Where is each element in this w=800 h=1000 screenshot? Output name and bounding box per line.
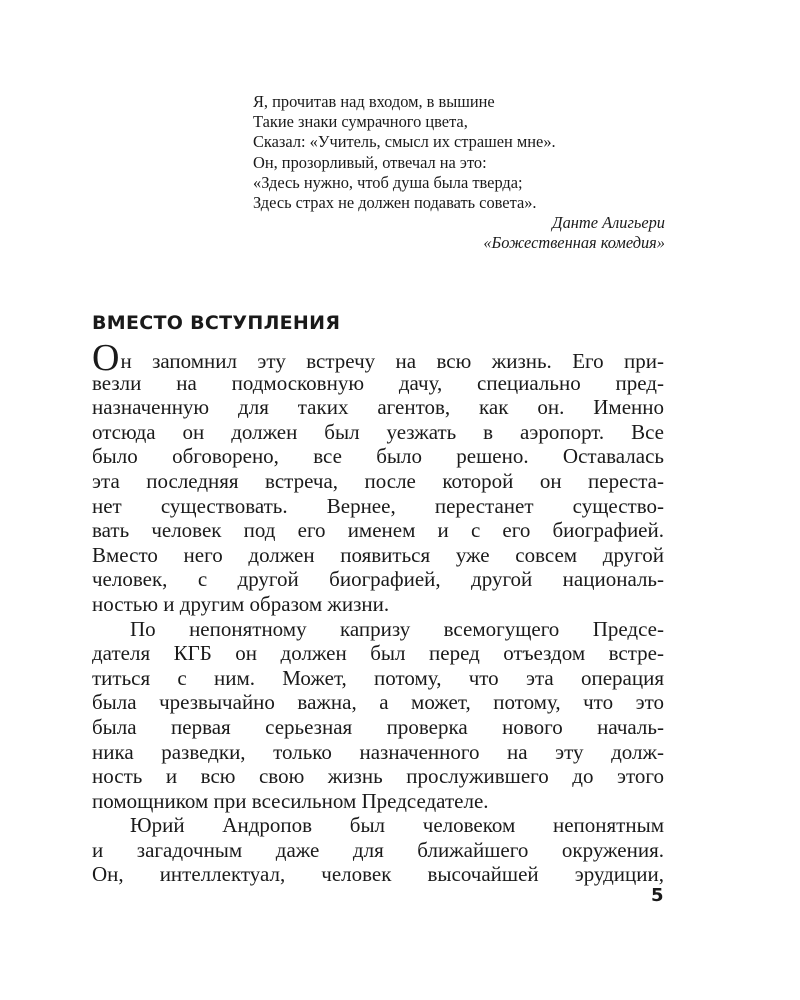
body-line: Вместо него должен появиться уже совсем другой	[92, 542, 664, 567]
body-line: ностью и другим образом жизни.	[92, 591, 390, 616]
epigraph-work: «Божественная комедия»	[483, 233, 665, 253]
body-line: было обговорено, все было решено. Оставалась	[92, 444, 664, 469]
epigraph-line: «Здесь нужно, чтоб душа была тверда;	[253, 172, 523, 192]
chapter-heading: ВМЕСТО ВСТУПЛЕНИЯ	[92, 312, 341, 334]
body-text	[92, 337, 664, 887]
body-line: дателя КГБ он должен был перед отъездом встре-	[92, 641, 664, 666]
epigraph-line: Такие знаки сумрачного цвета,	[253, 112, 468, 132]
body-line	[92, 337, 664, 379]
body-line: вать человек под его именем и с его биографией.	[92, 518, 664, 543]
drop-cap: О	[92, 337, 120, 379]
epigraph-line: Он, прозорливый, отвечал на это:	[253, 152, 487, 172]
body-line: помощником при всесильном Председателе.	[92, 788, 489, 813]
body-line: нет существовать. Вернее, перестанет существо-	[92, 493, 664, 518]
epigraph-author: Данте Алигьери	[552, 213, 665, 233]
body-line: титься с ним. Может, потому, что эта операция	[92, 665, 664, 690]
body-line: ность и всю свою жизнь прослужившего до этого	[92, 764, 664, 789]
body-line: и загадочным даже для ближайшего окружения.	[92, 837, 664, 862]
epigraph-line: Сказал: «Учитель, смысл их страшен мне».	[253, 132, 556, 152]
body-line: была чрезвычайно важна, а может, потому, что это	[92, 690, 664, 715]
body-line: Он, интеллектуал, человек высочайшей эрудиции,	[92, 862, 664, 887]
body-line: эта последняя встреча, после которой он переста-	[92, 468, 664, 493]
body-line: ника разведки, только назначенного на эту долж-	[92, 739, 664, 764]
epigraph	[253, 92, 665, 254]
body-line: По непонятному капризу всемогущего Предсе-	[130, 616, 664, 641]
body-line-text: н запомнил эту встречу на всю жизнь. Его при-	[120, 349, 664, 373]
body-line: человек, с другой биографией, другой националь-	[92, 567, 664, 592]
body-line: была первая серьезная проверка нового началь-	[92, 714, 664, 739]
body-line: Юрий Андропов был человеком непонятным	[130, 813, 664, 838]
page-number: 5	[651, 885, 664, 906]
epigraph-line: Я, прочитав над входом, в вышине	[253, 92, 495, 111]
body-line: назначенную для таких агентов, как он. Именно	[92, 395, 664, 420]
body-line: везли на подмосковную дачу, специально пред-	[92, 370, 664, 395]
body-line: отсюда он должен был уезжать в аэропорт. Все	[92, 419, 664, 444]
epigraph-line: Здесь страх не должен подавать совета».	[253, 193, 537, 213]
